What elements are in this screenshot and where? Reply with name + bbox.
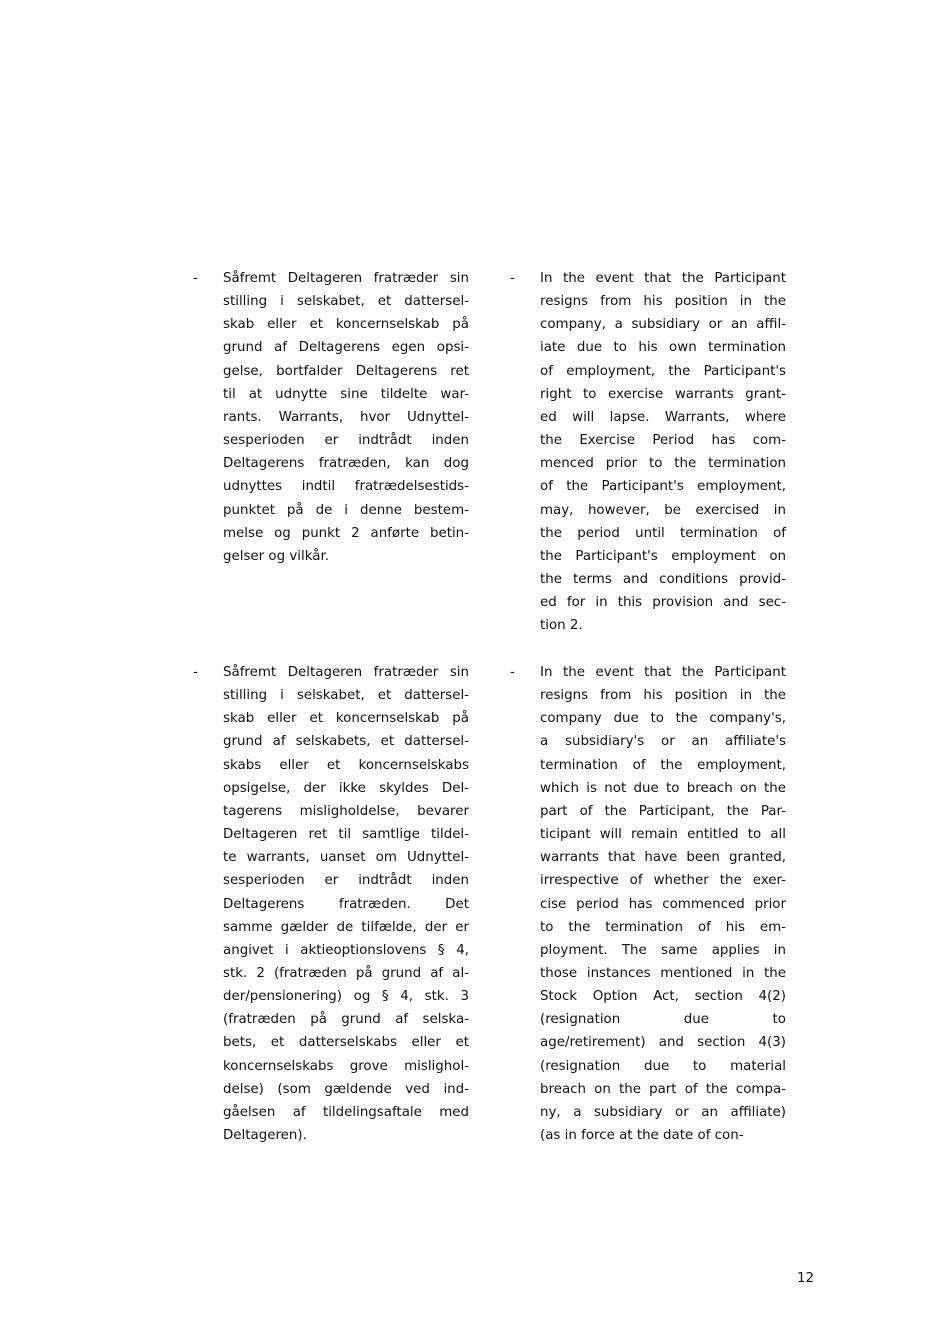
danish-paragraph-line: Deltageren). (223, 1128, 307, 1143)
danish-paragraph-line: gelser og vilkår. (223, 548, 330, 564)
english-paragraph-line: company, a subsidiary or an affil- (540, 317, 786, 333)
english-paragraph-line: age/retirement) and section 4(3) (540, 1035, 786, 1051)
danish-paragraph-line: Såfremt Deltageren fratræder sin (223, 271, 469, 286)
danish-paragraph-line: samme gælder de tilfælde, der er (223, 919, 469, 935)
danish-paragraph-line: koncernselskabs grove mislighol- (223, 1058, 469, 1074)
english-paragraph-line: the Exercise Period has com- (540, 433, 786, 449)
english-paragraph-line: a subsidiary's or an affiliate's (540, 734, 786, 750)
english-paragraph-line: part of the Participant, the Par- (540, 803, 786, 819)
danish-paragraph-line: grund af selskabets, et dattersel- (223, 734, 469, 750)
danish-paragraph-line: opsigelse, der ikke skyldes Del- (223, 780, 469, 796)
english-paragraph-line: warrants that have been granted, (540, 850, 786, 866)
english-paragraph-line: ployment. The same applies in (540, 942, 786, 958)
bullet-dash-english: - (510, 665, 515, 680)
english-paragraph-line: (resignation due to material (540, 1058, 786, 1074)
danish-paragraph-line: skabs eller et koncernselskabs (223, 757, 469, 773)
danish-paragraph-line: udnyttes indtil fratrædelsestids- (223, 479, 469, 495)
danish-paragraph-line: skab eller et koncernselskab på (223, 317, 469, 333)
english-paragraph-line: ed for in this provision and sec- (540, 595, 786, 611)
danish-paragraph-line: sesperioden er indtrådt inden (223, 873, 469, 889)
bullet-dash-danish: - (193, 665, 198, 680)
english-paragraph-line: of employment, the Participant's (540, 363, 786, 379)
danish-paragraph-line: Deltagerens fratræden. Det (223, 896, 469, 912)
danish-paragraph-line: (fratræden på grund af selska- (223, 1012, 469, 1028)
english-paragraph-line: tion 2. (540, 618, 583, 634)
english-paragraph-line: iate due to his own termination (540, 340, 786, 356)
english-paragraph-line: Stock Option Act, section 4(2) (540, 989, 786, 1005)
danish-paragraph-line: grund af Deltagerens egen opsi- (223, 340, 469, 356)
english-paragraph-line: In the event that the Participant (540, 665, 786, 680)
english-paragraph-line: irrespective of whether the exer- (540, 873, 786, 889)
danish-paragraph-line: der/pensionering) og § 4, stk. 3 (223, 989, 469, 1005)
english-paragraph-line: resigns from his position in the (540, 688, 786, 704)
english-paragraph-line: of the Participant's employment, (540, 479, 786, 495)
danish-paragraph-line: delse) (som gældende ved ind- (223, 1081, 469, 1097)
english-paragraph-line: ed will lapse. Warrants, where (540, 409, 786, 425)
english-paragraph-line: (as in force at the date of con- (540, 1128, 744, 1143)
danish-paragraph-line: gåelsen af tildelingsaftale med (223, 1104, 469, 1120)
bullet-dash-english: - (510, 271, 515, 286)
english-paragraph-line: the terms and conditions provid- (540, 571, 786, 587)
danish-paragraph-line: Såfremt Deltageren fratræder sin (223, 665, 469, 680)
english-paragraph-line: cise period has commenced prior (540, 896, 786, 912)
english-paragraph-line: may, however, be exercised in (540, 502, 786, 518)
danish-paragraph-line: angivet i aktieoptionslovens § 4, (223, 942, 469, 958)
danish-paragraph-line: te warrants, uanset om Udnyttel- (223, 850, 469, 866)
danish-paragraph-line: stilling i selskabet, et dattersel- (223, 294, 469, 310)
danish-paragraph-line: tagerens misligholdelse, bevarer (223, 803, 469, 819)
danish-paragraph-line: bets, et datterselskabs eller et (223, 1035, 469, 1051)
danish-paragraph-line: punktet på de i denne bestem- (223, 502, 469, 518)
english-paragraph-line: the period until termination of (540, 525, 786, 541)
english-paragraph-line: ny, a subsidiary or an affiliate) (540, 1104, 786, 1120)
english-paragraph-line: those instances mentioned in the (540, 965, 786, 981)
english-paragraph-line: to the termination of his em- (540, 919, 786, 935)
english-paragraph-line: menced prior to the termination (540, 456, 786, 472)
danish-paragraph-line: Deltagerens fratræden, kan dog (223, 456, 469, 472)
english-paragraph-line: right to exercise warrants grant- (540, 386, 786, 402)
english-paragraph-line: termination of the employment, (540, 757, 786, 773)
danish-paragraph-line: rants. Warrants, hvor Udnyttel- (223, 409, 469, 425)
danish-paragraph-line: stilling i selskabet, et dattersel- (223, 688, 469, 704)
english-paragraph-line: company due to the company's, (540, 711, 786, 727)
english-paragraph-line: (resignation due to (540, 1012, 786, 1028)
page-number: 12 (796, 1271, 814, 1286)
english-paragraph-line: breach on the part of the compa- (540, 1081, 786, 1097)
danish-paragraph-line: stk. 2 (fratræden på grund af al- (223, 965, 469, 981)
english-paragraph-line: ticipant will remain entitled to all (540, 827, 786, 843)
danish-paragraph-line: til at udnytte sine tildelte war- (223, 386, 469, 402)
danish-paragraph-line: skab eller et koncernselskab på (223, 711, 469, 727)
bullet-dash-danish: - (193, 271, 198, 286)
english-paragraph-line: In the event that the Participant (540, 271, 786, 286)
danish-paragraph-line: melse og punkt 2 anførte betin- (223, 525, 469, 541)
english-paragraph-line: which is not due to breach on the (540, 780, 786, 796)
danish-paragraph-line: Deltageren ret til samtlige tildel- (223, 827, 469, 843)
english-paragraph-line: the Participant's employment on (540, 548, 786, 564)
danish-paragraph-line: gelse, bortfalder Deltagerens ret (223, 363, 469, 379)
danish-paragraph-line: sesperioden er indtrådt inden (223, 433, 469, 449)
english-paragraph-line: resigns from his position in the (540, 294, 786, 310)
